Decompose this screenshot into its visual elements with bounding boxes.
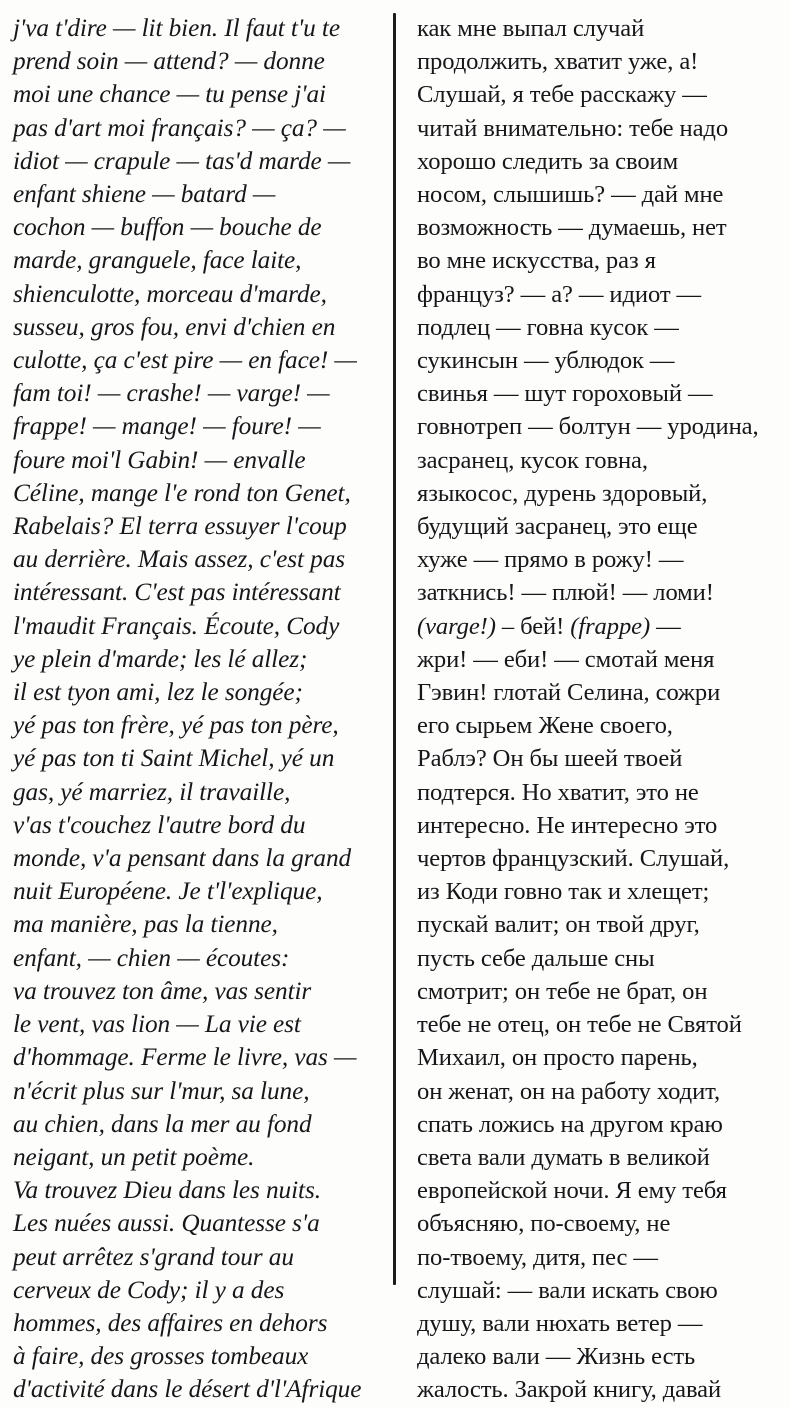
russian-line: пусть себе дальше сны: [417, 944, 655, 972]
russian-line: француз? — а? — идиот —: [417, 280, 702, 308]
french-line: peut arrêtez s'grand tour au: [13, 1242, 294, 1271]
russian-line: он женат, он на работу ходит,: [417, 1077, 720, 1105]
russian-line: читай внимательно: тебе надо: [417, 114, 729, 142]
french-line: Céline, mange l'e rond ton Genet,: [13, 478, 351, 507]
french-line: le vent, vas lion — La vie est: [13, 1010, 301, 1039]
french-line: cerveux de Cody; il y a des: [13, 1275, 285, 1304]
french-line: frappe! — mange! — foure! —: [13, 412, 321, 441]
french-line: v'as t'couchez l'autre bord du: [13, 810, 306, 839]
russian-line: Слушай, я тебе расскажу —: [417, 81, 707, 109]
russian-line: европейской ночи. Я ему тебя: [417, 1177, 727, 1205]
french-line: d'activité dans le désert d'l'Afrique: [13, 1375, 362, 1404]
french-line: va trouvez ton âme, vas sentir: [13, 976, 312, 1005]
russian-line: будущий засранец, это еще: [417, 513, 698, 541]
french-line: cochon — buffon — bouche de: [13, 213, 322, 242]
russian-line: душу, вали нюхать ветер —: [417, 1309, 703, 1337]
french-line: au chien, dans la mer au fond: [13, 1109, 312, 1138]
left-column-french-text: [13, 12, 379, 1407]
russian-line: тебе не отец, он тебе не Святой: [417, 1011, 742, 1039]
french-line: Les nuées aussi. Quantesse s'a: [13, 1209, 320, 1238]
french-line: enfant, — chien — écoutes:: [13, 943, 290, 972]
french-line: hommes, des affaires en dehors: [13, 1308, 328, 1337]
russian-line: Гэвин! глотай Селина, сожри: [417, 679, 721, 707]
french-line: culotte, ça c'est pire — en face! —: [13, 346, 357, 375]
french-loanword: (frappe): [570, 612, 651, 640]
french-line: fam toi! — crashe! — varge! —: [13, 379, 330, 408]
french-line: d'hommage. Ferme le livre, vas —: [13, 1043, 357, 1072]
french-line: intéressant. C'est pas intéressant: [13, 578, 341, 607]
french-line: foure moi'l Gabin! — envalle: [13, 445, 306, 474]
french-line: idiot — crapule — tas'd marde —: [13, 146, 351, 175]
french-line: moi une chance — tu pense j'ai: [13, 80, 326, 109]
right-column-russian-text: [417, 12, 779, 1407]
russian-line: как мне выпал случай: [417, 15, 645, 42]
russian-fragment: бей!: [520, 612, 571, 640]
russian-line: носом, слышишь? — дай мне: [417, 181, 724, 209]
russian-line: говнотреп — болтун — уродина,: [417, 413, 759, 441]
french-line: susseu, gros fou, envi d'chien en: [13, 312, 336, 341]
russian-line: хорошо следить за своим: [417, 147, 679, 175]
french-loanword: (varge!): [417, 612, 496, 640]
russian-line: объясняю, по-своему, не: [417, 1210, 671, 1238]
russian-line: из Коди говно так и хлещет;: [417, 878, 710, 906]
french-line: il est tyon ami, lez le songée;: [13, 678, 303, 707]
russian-line: смотрит; он тебе не брат, он: [417, 977, 708, 1005]
russian-line: засранец, кусок говна,: [417, 446, 648, 474]
french-line: marde, granguele, face laite,: [13, 246, 302, 275]
russian-line: его сырьем Жене своего,: [417, 712, 673, 740]
russian-line: свинья — шут гороховый —: [417, 380, 713, 408]
russian-line: далеко вали — Жизнь есть: [417, 1343, 696, 1371]
russian-line: заткнись! — плюй! — ломи!: [417, 579, 714, 607]
french-line: pas d'art moi français? — ça? —: [13, 113, 346, 142]
russian-line: жалость. Закрой книгу, давай: [417, 1376, 722, 1404]
russian-fragment: –: [495, 612, 521, 640]
french-line: prend soin — attend? — donne: [13, 47, 325, 76]
french-line: j'va t'dire — lit bien. Il faut t'u te: [13, 14, 340, 42]
french-line: monde, v'a pensant dans la grand: [13, 844, 352, 873]
russian-line: пускай валит; он твой друг,: [417, 911, 700, 939]
russian-line: по-твоему, дитя, пес —: [417, 1243, 658, 1271]
french-line: shienculotte, morceau d'marde,: [13, 279, 327, 308]
french-line: au derrière. Mais assez, c'est pas: [13, 545, 346, 574]
russian-line: спать ложись на другом краю: [417, 1110, 723, 1138]
french-line: ma manière, pas la tienne,: [13, 910, 278, 939]
russian-line: интересно. Не интересно это: [417, 811, 718, 839]
french-line: n'écrit plus sur l'mur, sa lune,: [13, 1076, 310, 1105]
french-line: ye plein d'marde; les lé allez;: [13, 644, 308, 673]
russian-line: Михаил, он просто парень,: [417, 1044, 698, 1072]
russian-line: языкосос, дурень здоровый,: [417, 479, 708, 507]
russian-line: продолжить, хватит уже, а!: [417, 48, 699, 76]
french-line: enfant shiene — batard —: [13, 180, 276, 209]
russian-line: хуже — прямо в рожу! —: [417, 546, 684, 574]
russian-line: возможность — думаешь, нет: [417, 214, 727, 242]
russian-line: Раблэ? Он бы шеей твоей: [417, 745, 683, 773]
french-line: l'maudit Français. Écoute, Cody: [13, 611, 340, 640]
russian-line: слушай: — вали искать свою: [417, 1276, 718, 1304]
russian-line: жри! — еби! — смотай меня: [417, 645, 715, 673]
russian-line: подлец — говна кусок —: [417, 313, 679, 341]
russian-line: сукинсын — ублюдок —: [417, 347, 675, 375]
french-line: gas, yé marriez, il travaille,: [13, 777, 291, 806]
russian-line: света вали думать в великой: [417, 1143, 710, 1171]
french-line: yé pas ton frère, yé pas ton père,: [13, 711, 339, 740]
french-line: neigant, un petit poème.: [13, 1142, 255, 1171]
russian-line: во мне искусства, раз я: [417, 247, 656, 275]
french-line: nuit Européene. Je t'l'explique,: [13, 877, 323, 906]
russian-line: подтерся. Но хватит, это не: [417, 778, 699, 806]
column-divider-rule: [393, 13, 396, 1285]
french-line: Rabelais? El terra essuyer l'coup: [13, 512, 347, 541]
russian-line: чертов французский. Слушай,: [417, 845, 730, 873]
french-line: yé pas ton ti Saint Michel, yé un: [13, 744, 335, 773]
russian-line: [417, 610, 779, 643]
russian-fragment: —: [650, 612, 681, 640]
french-line: à faire, des grosses tombeaux: [13, 1342, 309, 1371]
french-line: Va trouvez Dieu dans les nuits.: [13, 1176, 321, 1205]
